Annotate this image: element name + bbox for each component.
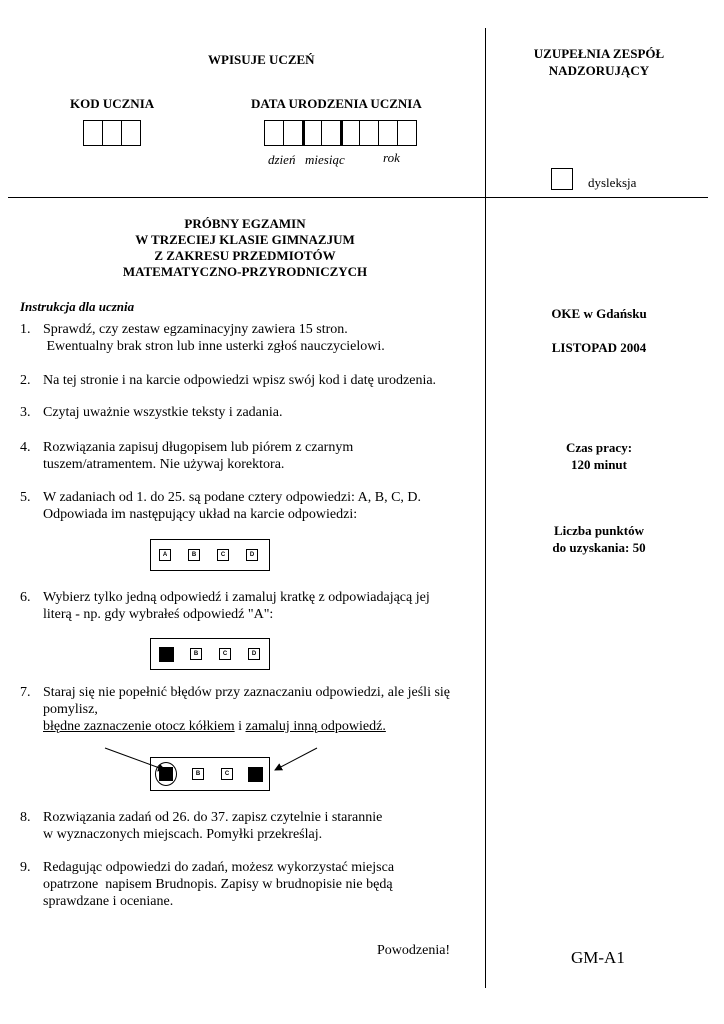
instruction-item: 4. Rozwiązania zapisuj długopisem lub piórem z czarnym tuszem/atramentem. Nie używaj korektora. bbox=[20, 440, 354, 472]
instructions-heading: Instrukcja dla ucznia bbox=[20, 299, 135, 314]
oke-label: OKE w Gdańsku bbox=[551, 306, 647, 321]
filled-option-box-a bbox=[159, 647, 174, 662]
exam-title-line: Z ZAKRESU PRZEDMIOTÓW bbox=[154, 248, 336, 263]
circle-wrong-answer-text: błędne zaznaczenie otocz kółkiem bbox=[43, 719, 235, 734]
instruction-item: 5. W zadaniach od 1. do 25. są podane cztery odpowiedzi: A, B, C, D. Odpowiada im następujący układ na karcie odpowiedzi: bbox=[20, 490, 422, 522]
option-box-b: B bbox=[192, 768, 204, 780]
student-code-label: KOD UCZNIA bbox=[70, 96, 155, 111]
instruction-item: 2. Na tej stronie i na karcie odpowiedzi wpisz swój kod i datę urodzenia. bbox=[20, 373, 437, 388]
date-digit-box[interactable] bbox=[378, 120, 398, 146]
time-value: 120 minut bbox=[571, 457, 627, 472]
answer-layout-example bbox=[150, 539, 270, 571]
option-box-b: B bbox=[188, 549, 200, 561]
instruction-item: 7. Staraj się nie popełnić błędów przy zaznaczaniu odpowiedzi, ale jeśli się pomylisz, błędne zaznaczenie otocz kółkiem i zamaluj inną odpowiedź. bbox=[20, 685, 451, 734]
time-label: Czas pracy: bbox=[565, 440, 633, 455]
circled-filled-option bbox=[157, 765, 175, 783]
birth-date-boxes[interactable] bbox=[265, 120, 417, 146]
code-digit-box[interactable] bbox=[102, 120, 122, 146]
code-digit-box[interactable] bbox=[83, 120, 103, 146]
option-box-d: D bbox=[248, 648, 260, 660]
month-label: miesiąc bbox=[305, 152, 345, 167]
instruction-item: 9. Redagując odpowiedzi do zadań, możesz wykorzystać miejsca opatrzone napisem Brudnopis. Zapisy w brudnopisie nie będą sprawdzane i oceniane. bbox=[20, 860, 395, 909]
date-digit-box[interactable] bbox=[264, 120, 284, 146]
instruction-item: 3. Czytaj uważnie wszystkie teksty i zadania. bbox=[20, 405, 283, 420]
good-luck-text: Powodzenia! bbox=[377, 943, 451, 958]
exam-title-line: PRÓBNY EGZAMIN bbox=[184, 216, 306, 231]
student-code-boxes[interactable] bbox=[84, 120, 141, 146]
option-box-d: D bbox=[246, 549, 258, 561]
birth-date-label: DATA URODZENIA UCZNIA bbox=[251, 96, 422, 111]
filled-option-box-d bbox=[248, 767, 263, 782]
date-digit-box[interactable] bbox=[283, 120, 303, 146]
date-digit-box[interactable] bbox=[340, 120, 360, 146]
dyslexia-label: dysleksja bbox=[588, 175, 637, 190]
filled-answer-example bbox=[150, 638, 270, 670]
option-box-c: C bbox=[219, 648, 231, 660]
exam-date-label: LISTOPAD 2004 bbox=[551, 340, 647, 355]
option-box-b: B bbox=[190, 648, 202, 660]
option-box-c: C bbox=[221, 768, 233, 780]
code-digit-box[interactable] bbox=[121, 120, 141, 146]
instruction-item: 6. Wybierz tylko jedną odpowiedź i zamaluj kratkę z odpowiadającą jej literą - np. gdy wybrałeś odpowiedź "A": bbox=[20, 590, 430, 622]
student-fills-heading: WPISUJE UCZEŃ bbox=[208, 52, 315, 67]
vertical-divider bbox=[485, 28, 486, 988]
date-digit-box[interactable] bbox=[359, 120, 379, 146]
corrected-answer-example bbox=[150, 757, 270, 791]
date-digit-box[interactable] bbox=[321, 120, 341, 146]
points-value: do uzyskania: 50 bbox=[552, 540, 646, 555]
committee-fills-heading: UZUPEŁNIA ZESPÓŁ NADZORUJĄCY bbox=[533, 46, 665, 78]
exam-title-line: W TRZECIEJ KLASIE GIMNAZJUM bbox=[135, 232, 355, 247]
exam-code: GM-A1 bbox=[571, 948, 625, 967]
instruction-item: 1. Sprawdź, czy zestaw egzaminacyjny zawiera 15 stron. Ewentualny brak stron lub inne usterki zgłoś nauczycielowi. bbox=[20, 322, 385, 354]
option-box-c: C bbox=[217, 549, 229, 561]
exam-title-line: MATEMATYCZNO-PRZYRODNICZYCH bbox=[122, 264, 368, 279]
instruction-item: 8. Rozwiązania zadań od 26. do 37. zapisz czytelnie i starannie w wyznaczonych miejscach. Pomyłki przekreślaj. bbox=[20, 810, 383, 842]
points-label: Liczba punktów bbox=[554, 523, 644, 538]
fill-other-answer-text: zamaluj inną odpowiedź. bbox=[245, 719, 386, 734]
date-digit-box[interactable] bbox=[302, 120, 322, 146]
day-label: dzień bbox=[268, 152, 296, 167]
date-digit-box[interactable] bbox=[397, 120, 417, 146]
option-box-a: A bbox=[159, 549, 171, 561]
dyslexia-checkbox[interactable] bbox=[551, 168, 573, 190]
horizontal-divider bbox=[8, 197, 708, 198]
year-label: rok bbox=[383, 150, 400, 165]
